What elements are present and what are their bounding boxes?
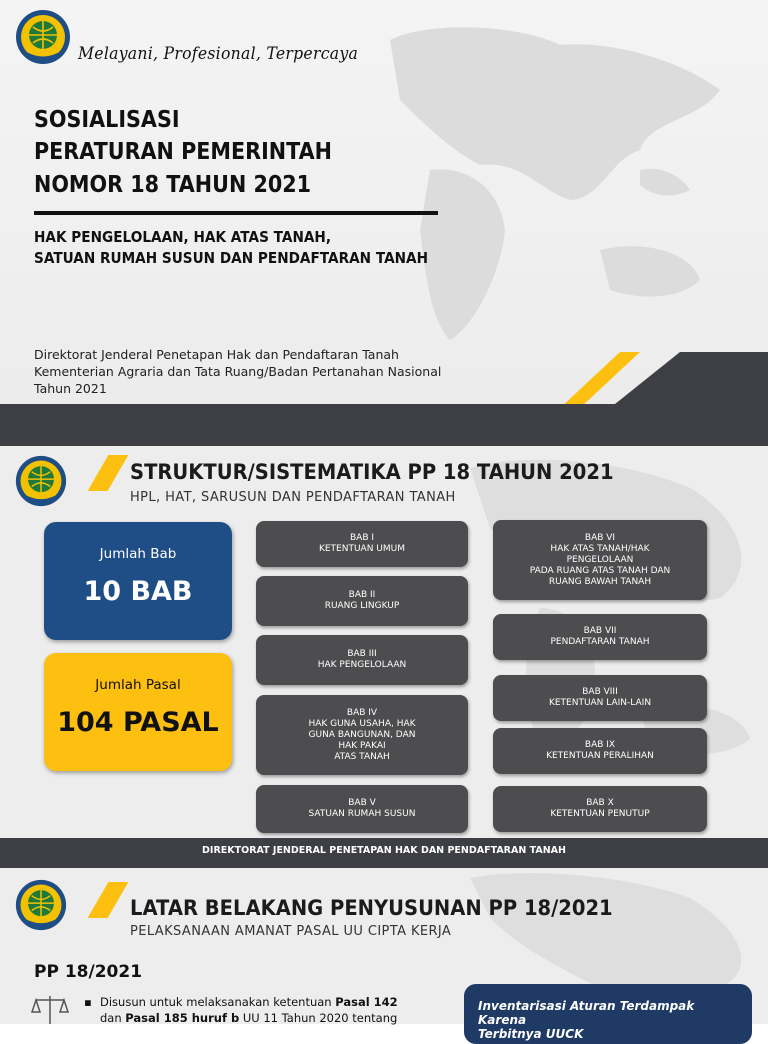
bab-1-line: KETENTUAN UMUM: [318, 544, 406, 554]
bab-10-line: KETENTUAN PENUTUP: [550, 809, 650, 819]
bullet-item: [84, 994, 420, 1026]
bpn-logo: [14, 8, 72, 66]
bab-4-line: ATAS TANAH: [334, 751, 390, 762]
cover-slide: [0, 0, 768, 408]
section-title: LATAR BELAKANG PENYUSUNAN PP 18/2021: [130, 896, 613, 920]
bab-4-box: [256, 695, 468, 775]
bab-6-line: PENGELOLAAN: [566, 554, 634, 565]
bab-6-line: RUANG BAWAH TANAH: [548, 576, 652, 587]
jumlah-pasal-label: Jumlah Pasal: [95, 677, 181, 693]
bab-3-line: BAB III: [347, 649, 377, 659]
section-title: STRUKTUR/SISTEMATIKA PP 18 TAHUN 2021: [130, 460, 614, 484]
footer-bar: [0, 838, 768, 868]
bpn-logo: [14, 454, 68, 508]
bullet-bold-part: Pasal 185 huruf b: [125, 1011, 240, 1025]
bullet-text-part: Disusun untuk melaksanakan ketentuan: [100, 995, 336, 1009]
jumlah-bab-label: Jumlah Bab: [99, 546, 177, 562]
bab-7-line: PENDAFTARAN TANAH: [550, 637, 650, 647]
bab-8-line: BAB VIII: [582, 687, 618, 697]
jumlah-pasal-value: 104 PASAL: [57, 707, 219, 738]
bab-5-line: SATUAN RUMAH SUSUN: [308, 809, 416, 819]
directorate-line-2: Kementerian Agraria dan Tata Ruang/Badan Pertanahan Nasional: [34, 364, 442, 379]
bab-4-line: HAK GUNA USAHA, HAK: [308, 718, 416, 729]
background-slide: [0, 868, 768, 1041]
scales-icon: [30, 992, 70, 1024]
tagline: Melayani, Profesional, Terpercaya: [78, 44, 359, 64]
bab-8-box: [493, 675, 707, 721]
bab-8-line: KETENTUAN LAIN-LAIN: [548, 698, 652, 708]
title-line-2: PERATURAN PEMERINTAH: [34, 139, 332, 165]
bullet-text-part: dan: [100, 1011, 126, 1025]
inventory-box-line: Inventarisasi Aturan Terdampak Karena: [478, 999, 695, 1027]
jumlah-bab-value: 10 BAB: [83, 576, 193, 607]
title-line-3: NOMOR 18 TAHUN 2021: [34, 172, 312, 198]
bullet-text-part: UU 11 Tahun 2020 tentang: [239, 1011, 398, 1025]
bab-4-line: GUNA BANGUNAN, DAN: [308, 729, 416, 740]
bab-7-box: [493, 614, 707, 660]
jumlah-bab-card: [44, 522, 232, 640]
subtitle-line-1: HAK PENGELOLAAN, HAK ATAS TANAH,: [34, 228, 332, 246]
bpn-logo: [14, 878, 68, 932]
bab-1-line: BAB I: [349, 533, 375, 543]
bullet-bold-part: Pasal 142: [335, 995, 398, 1009]
title-divider: [34, 211, 438, 215]
bab-1-box: [256, 521, 468, 567]
section-subtitle: PELAKSANAAN AMANAT PASAL UU CIPTA KERJA: [130, 924, 452, 939]
bab-6-line: HAK ATAS TANAH/HAK: [550, 543, 650, 554]
bullet-dot: ▪: [84, 995, 92, 1009]
title-line-1: SOSIALISASI: [34, 107, 180, 133]
bab-7-line: BAB VII: [583, 626, 617, 636]
bab-3-line: HAK PENGELOLAAN: [317, 660, 407, 670]
directorate-line-3: Tahun 2021: [34, 381, 107, 396]
bab-2-box: [256, 576, 468, 626]
subtitle-line-2: SATUAN RUMAH SUSUN DAN PENDAFTARAN TANAH: [34, 249, 429, 267]
bab-9-line: KETENTUAN PERALIHAN: [546, 751, 654, 761]
bab-10-line: BAB X: [586, 798, 614, 808]
bab-6-line: BAB VI: [584, 532, 616, 543]
bab-5-box: [256, 785, 468, 833]
bab-2-line: RUANG LINGKUP: [324, 601, 400, 611]
bab-9-line: BAB IX: [584, 740, 616, 750]
directorate-line-1: Direktorat Jenderal Penetapan Hak dan Pendaftaran Tanah: [34, 347, 399, 362]
inventory-box-line: Terbitnya UUCK: [478, 1027, 584, 1041]
bab-4-line: BAB IV: [346, 707, 378, 718]
bab-10-box: [493, 786, 707, 832]
pp-label: PP 18/2021: [34, 962, 143, 982]
bab-5-line: BAB V: [348, 798, 376, 808]
bab-6-box: [493, 520, 707, 600]
bab-2-line: BAB II: [348, 590, 376, 600]
bab-6-line: PADA RUANG ATAS TANAH DAN: [529, 565, 671, 576]
structure-slide: [0, 408, 768, 840]
jumlah-pasal-card: [44, 653, 232, 771]
bab-4-line: HAK PAKAI: [338, 740, 386, 751]
footer-text: DIREKTORAT JENDERAL PENETAPAN HAK DAN PENDAFTARAN TANAH: [202, 845, 566, 856]
inventory-box: [464, 984, 752, 1044]
section-subtitle: HPL, HAT, SARUSUN DAN PENDAFTARAN TANAH: [130, 490, 456, 505]
bab-3-box: [256, 635, 468, 685]
bab-9-box: [493, 728, 707, 774]
